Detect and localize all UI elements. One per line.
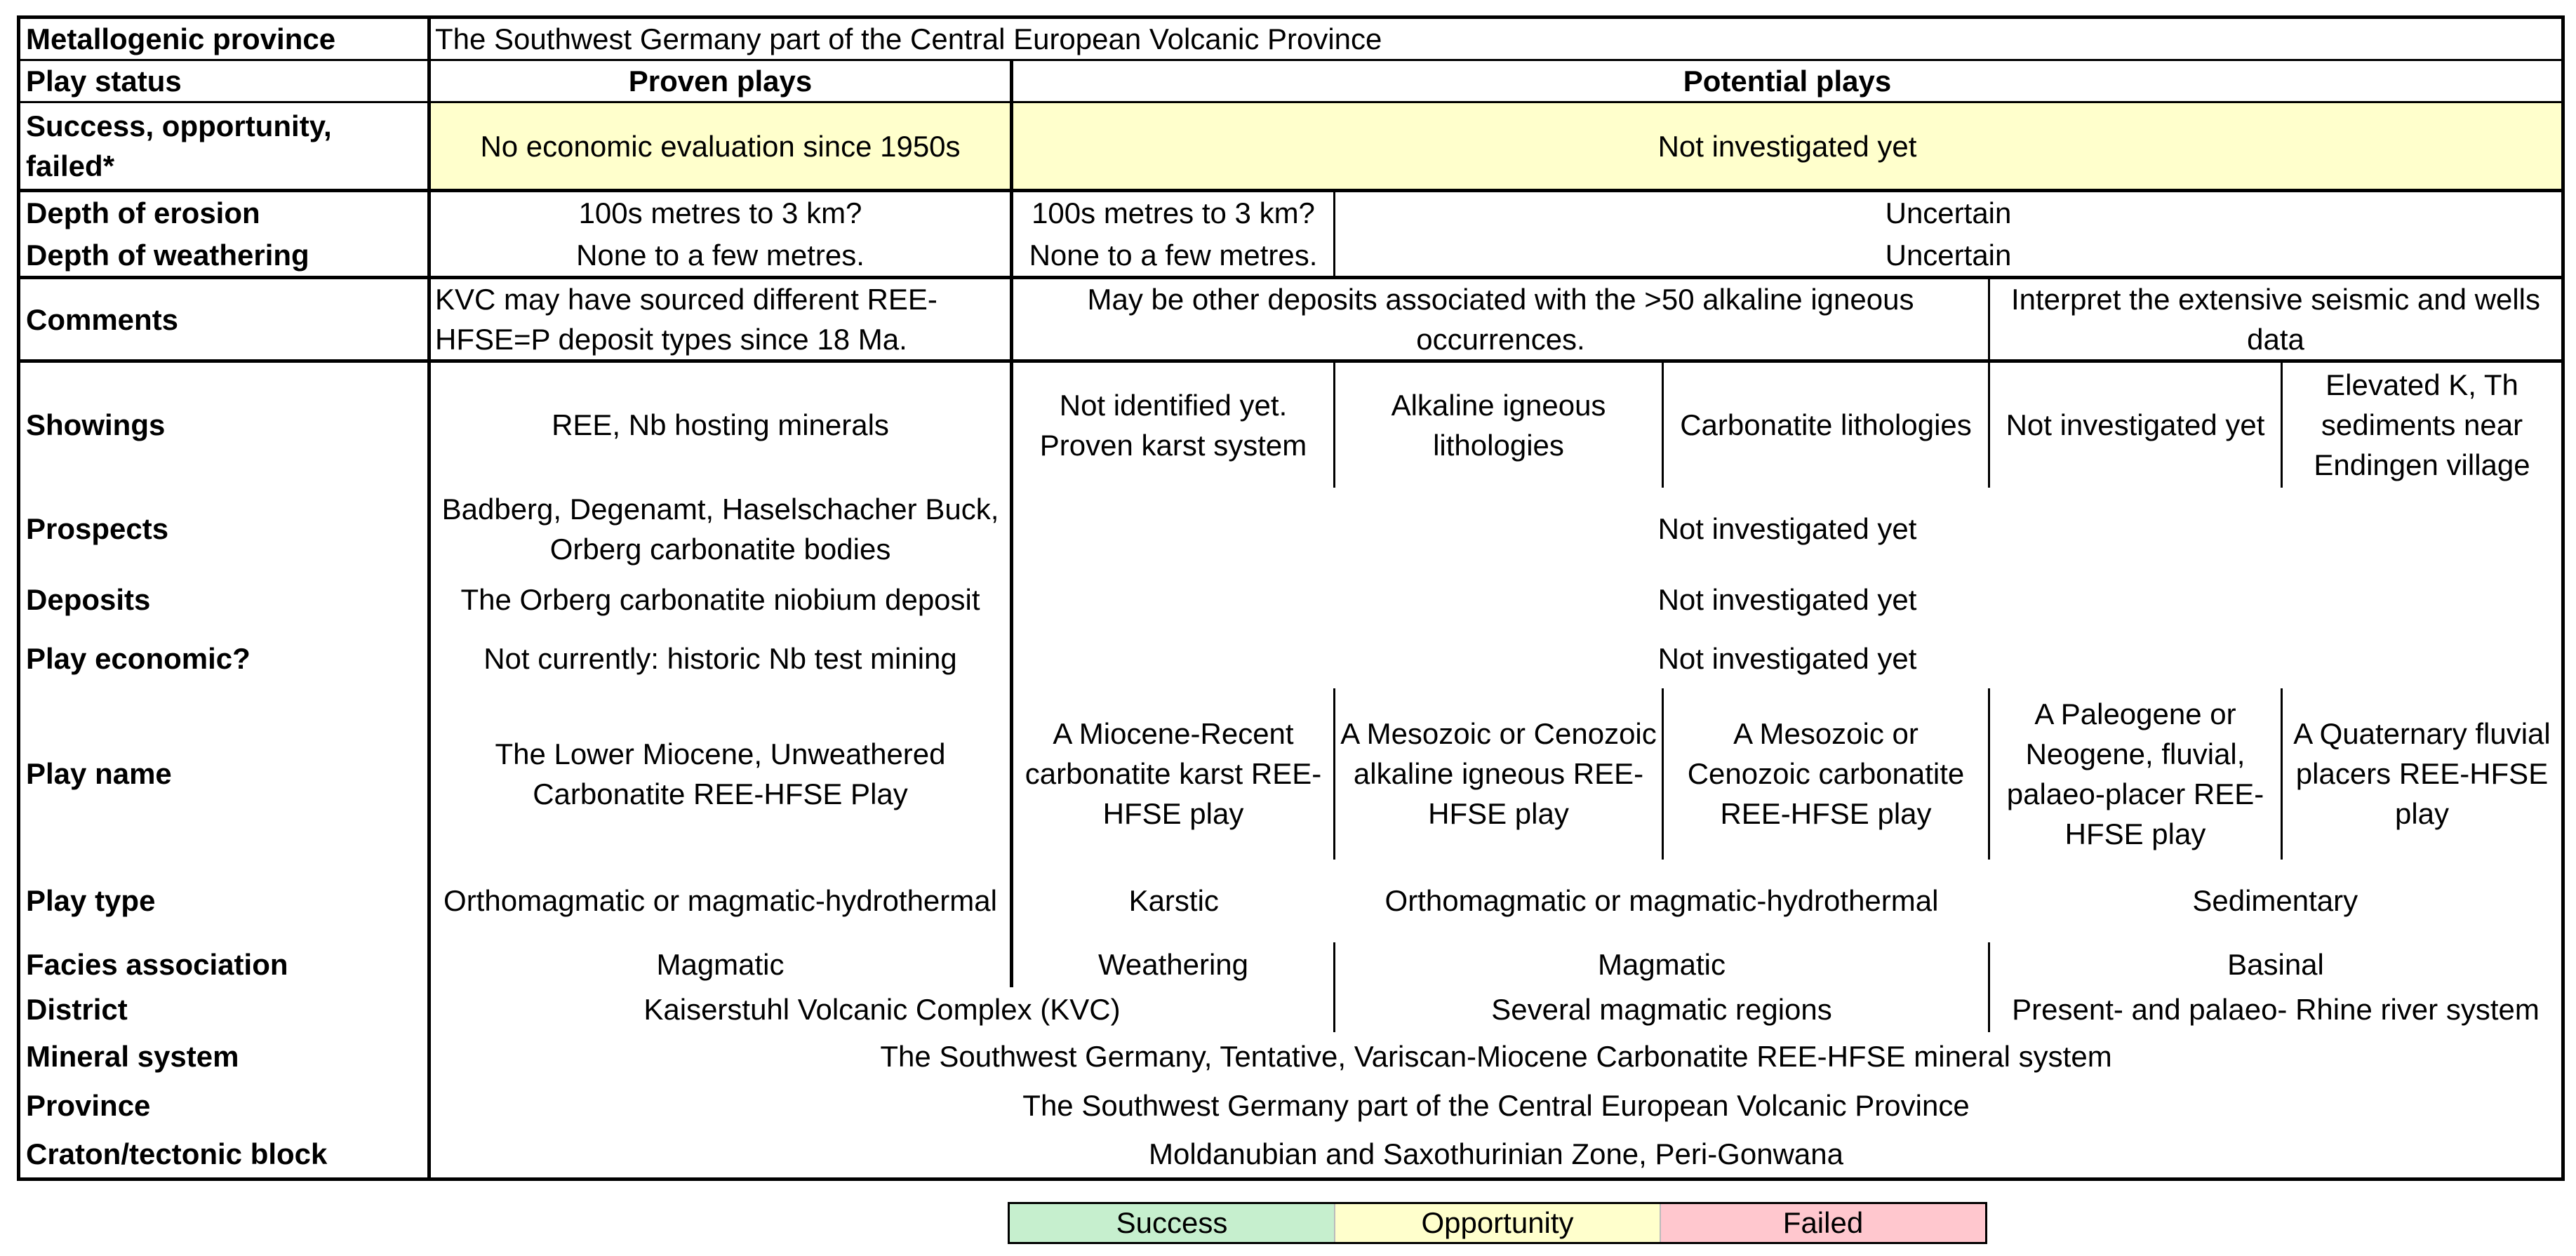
label-play-status: Play status [19,60,429,102]
play-type-c3: Orthomagmatic or magmatic-hydrothermal [1384,884,1939,917]
header-potential-plays: Potential plays [1012,60,2563,102]
erosion-c3: Uncertain [1335,191,2563,234]
play-type-c4: Sedimentary [2192,884,2358,917]
facies-c2: Weathering [1012,942,1335,987]
success-proven: No economic evaluation since 1950s [429,102,1012,191]
facies-c3: Magmatic [1335,942,1989,987]
weathering-c3: Uncertain [1885,238,2012,272]
header-proven-plays: Proven plays [429,60,1012,102]
district-c3: Present- and palaeo- Rhine river system [2012,993,2540,1026]
facies-c4: Basinal [2227,948,2324,981]
label-showings: Showings [19,361,429,488]
play-name-c5: A Paleogene or Neogene, fluvial, palaeo-placer REE-HFSE play [1989,688,2282,860]
legend-opportunity: Opportunity [1334,1204,1660,1242]
play-type-c1: Orthomagmatic or magmatic-hydrothermal [429,860,1012,942]
label-prospects: Prospects [19,488,429,570]
label-province: Province [19,1081,429,1130]
facies-c1: Magmatic [429,942,1012,987]
showings-c3: Alkaline igneous lithologies [1335,361,1663,488]
showings-c6: Elevated K, Th sediments near Endingen village [2282,361,2563,488]
showings-c1: REE, Nb hosting minerals [429,361,1012,488]
weathering-c2: None to a few metres. [1012,234,1335,278]
label-metallogenic-province: Metallogenic province [19,18,429,60]
play-name-c1: The Lower Miocene, Unweathered Carbonatite REE-HFSE Play [429,688,1012,860]
status-legend [1008,1202,1987,1244]
label-depth-weathering: Depth of weathering [19,234,429,278]
label-craton: Craton/tectonic block [19,1130,429,1180]
play-name-c3: A Mesozoic or Cenozoic alkaline igneous REE-HFSE play [1335,688,1663,860]
comments-c3: Interpret the extensive seismic and wells data [1989,278,2563,361]
label-play-type: Play type [19,860,429,942]
play-name-c2: A Miocene-Recent carbonatite karst REE-HFSE play [1012,688,1335,860]
play-name-c4: A Mesozoic or Cenozoic carbonatite REE-HFSE play [1663,688,1989,860]
label-district: District [19,987,429,1032]
erosion-c1: 100s metres to 3 km? [429,191,1012,234]
label-facies-association: Facies association [19,942,429,987]
erosion-c2: 100s metres to 3 km? [1012,191,1335,234]
label-play-economic: Play economic? [19,629,429,688]
play-name-c6: A Quaternary fluvial placers REE-HFSE play [2293,717,2551,830]
craton-value: Moldanubian and Saxothurinian Zone, Peri-Gonwana [1149,1137,1843,1170]
play-type-c2: Karstic [1128,884,1219,917]
showings-c2: Not identified yet. Proven karst system [1012,361,1335,488]
prospects-rest: Not investigated yet [1657,512,1917,545]
label-depth-erosion: Depth of erosion [19,191,429,234]
showings-c5: Not investigated yet [1989,361,2282,488]
district-c1: Kaiserstuhl Volcanic Complex (KVC) [429,987,1335,1032]
label-play-name: Play name [19,688,429,860]
comments-c2: May be other deposits associated with the >50 alkaline igneous occurrences. [1012,278,1989,361]
label-mineral-system: Mineral system [19,1032,429,1081]
legend-failed: Failed [1660,1204,1985,1242]
economic-rest: Not investigated yet [1657,642,1917,675]
showings-c4: Carbonatite lithologies [1663,361,1989,488]
label-comments: Comments [19,278,429,361]
district-c2: Several magmatic regions [1335,987,1989,1032]
metallogenic-province-value: The Southwest Germany part of the Central European Volcanic Province [435,22,1382,55]
play-table [17,15,2565,1181]
comments-c1: KVC may have sourced different REE-HFSE=P deposit types since 18 Ma. [429,278,1012,361]
economic-c1: Not currently: historic Nb test mining [429,629,1012,688]
deposits-c1: The Orberg carbonatite niobium deposit [429,570,1012,629]
success-potential: Not investigated yet [1012,102,2563,191]
mineral-system-value: The Southwest Germany, Tentative, Variscan-Miocene Carbonatite REE-HFSE mineral system [880,1040,2112,1073]
deposits-rest: Not investigated yet [1657,583,1917,616]
weathering-c1: None to a few metres. [429,234,1012,278]
label-deposits: Deposits [19,570,429,629]
prospects-c1: Badberg, Degenamt, Haselschacher Buck, Orberg carbonatite bodies [429,488,1012,570]
label-success: Success, opportunity, failed* [19,102,429,191]
legend-success: Success [1010,1204,1334,1242]
province-value: The Southwest Germany part of the Central European Volcanic Province [1022,1089,1970,1122]
